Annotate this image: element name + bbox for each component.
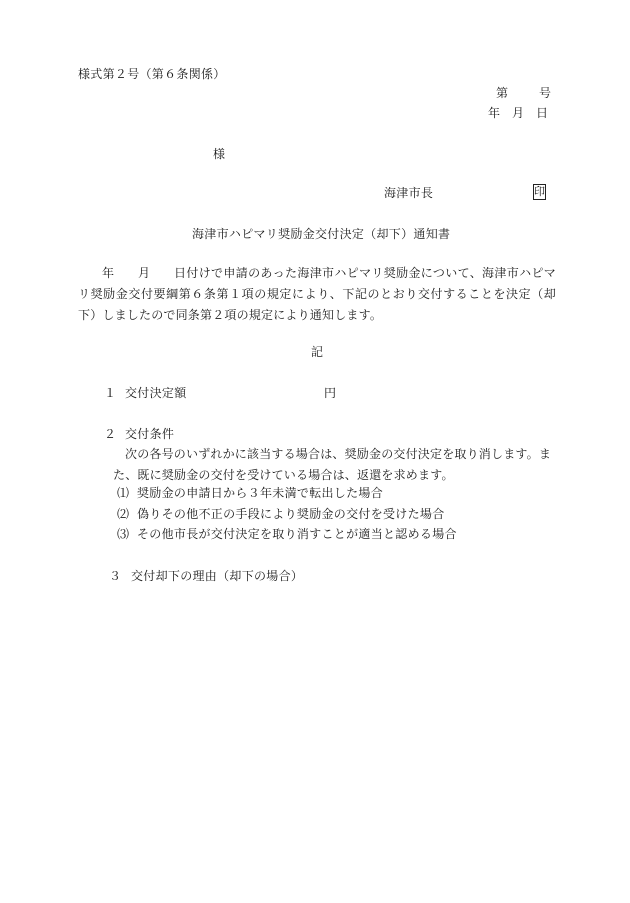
body-year: 年 — [102, 266, 115, 280]
seal-mark: 印 — [534, 185, 545, 198]
item-rejection-label: 交付却下の理由（却下の場合） — [131, 569, 304, 583]
body-paragraph — [78, 263, 556, 326]
item-amount-label: 交付決定額 — [125, 386, 187, 400]
document-title: 海津市ハピマリ奨励金交付決定（却下）通知書 — [192, 227, 451, 241]
body-month: 月 — [138, 266, 151, 280]
addressee-suffix: 様 — [213, 147, 226, 161]
item-rejection-number: ３ — [109, 569, 122, 583]
date-day: 日 — [536, 106, 549, 120]
item-conditions-number: ２ — [104, 427, 117, 441]
item-amount-number: １ — [104, 386, 117, 400]
condition-marker-2: ⑵ — [117, 507, 130, 521]
item-amount-unit: 円 — [324, 386, 337, 400]
condition-marker-1: ⑴ — [117, 486, 130, 500]
date-year: 年 — [488, 106, 501, 120]
condition-text-3: その他市長が交付決定を取り消すことが適当と認める場合 — [137, 527, 457, 541]
conditions-paragraph: 次の各号のいずれかに該当する場合は、奨励金の交付決定を取り消します。また、既に奨励金の交付を受けている場合は、返還を求めます。 — [113, 447, 552, 482]
doc-number-suffix: 号 — [539, 86, 552, 100]
date-month: 月 — [512, 106, 525, 120]
condition-text-2: 偽りその他不正の手段により奨励金の交付を受けた場合 — [137, 507, 445, 521]
item-conditions-label: 交付条件 — [125, 427, 175, 441]
condition-marker-3: ⑶ — [117, 527, 130, 541]
form-number: 様式第２号（第６条関係） — [78, 67, 226, 81]
ki-heading: 記 — [311, 345, 324, 359]
issuer-name: 海津市長 — [384, 186, 434, 200]
condition-text-1: 奨励金の申請日から３年未満で転出した場合 — [137, 486, 384, 500]
body-text: 日付けで申請のあった海津市ハピマリ奨励金について、海津市ハピマリ奨励金交付要綱第６条第１項の規定により、下記のとおり交付することを決定（却下）しましたので同条第２項の規定により通知します。 — [78, 266, 556, 322]
doc-number-prefix: 第 — [496, 86, 509, 100]
